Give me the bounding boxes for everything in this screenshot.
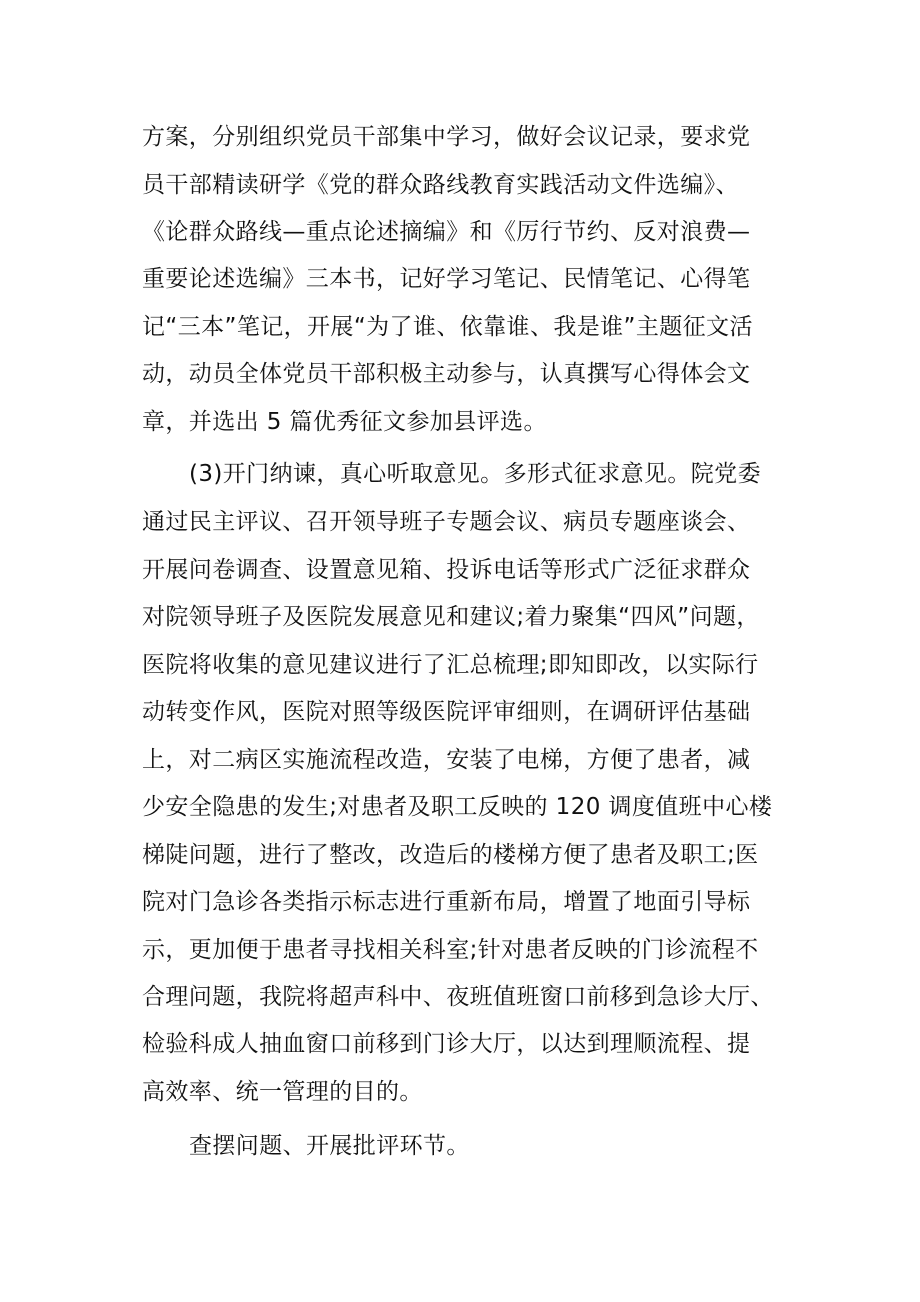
text-line: 示，更加便于患者寻找相关科室;针对患者反映的门诊流程不: [142, 937, 759, 963]
text-line: 高效率、统一管理的目的。: [142, 1079, 423, 1105]
text-line: 通过民主评议、召开领导班子专题会议、病员专题座谈会、: [142, 509, 751, 535]
text-line: 章，并选出 5 篇优秀征文参加县评选。: [142, 409, 547, 435]
text-line: 对院领导班子及医院发展意见和建议;着力聚集“四风”问题，: [142, 604, 760, 630]
text-line: 少安全隐患的发生;对患者及职工反映的 120 调度值班中心楼: [142, 794, 773, 820]
text-line: 方案，分别组织党员干部集中学习，做好会议记录，要求党: [142, 124, 751, 150]
text-line: 开展问卷调查、设置意见箱、投诉电话等形式广泛征求群众: [142, 557, 751, 583]
text-line: 梯陡问题，进行了整改，改造后的楼梯方便了患者及职工;医: [142, 842, 759, 868]
text-line: 重要论述选编》三本书，记好学习笔记、民情笔记、心得笔: [142, 266, 751, 292]
text-line: 《论群众路线—重点论述摘编》和《厉行节约、反对浪费—: [142, 219, 751, 245]
text-line: 医院将收集的意见建议进行了汇总梳理;即知即改，以实际行: [142, 652, 759, 678]
text-line: (3)开门纳谏，真心听取意见。多形式征求意见。院党委: [189, 461, 761, 487]
text-line: 院对门急诊各类指示标志进行重新布局，增置了地面引导标: [142, 889, 751, 915]
text-line: 上，对二病区实施流程改造，安装了电梯，方便了患者，减: [142, 747, 751, 773]
text-line: 合理问题，我院将超声科中、夜班值班窗口前移到急诊大厅、: [142, 984, 774, 1010]
text-line: 查摆问题、开展批评环节。: [189, 1133, 470, 1159]
text-line: 记“三本”笔记，开展“为了谁、依靠谁、我是谁”主题征文活: [142, 314, 753, 340]
text-line: 员干部精读研学《党的群众路线教育实践活动文件选编》、: [142, 172, 739, 198]
text-line: 动，动员全体党员干部积极主动参与，认真撰写心得体会文: [142, 361, 751, 387]
text-line: 检验科成人抽血窗口前移到门诊大厅，以达到理顺流程、提: [142, 1031, 751, 1057]
text-line: 动转变作风，医院对照等级医院评审细则，在调研评估基础: [142, 699, 751, 725]
